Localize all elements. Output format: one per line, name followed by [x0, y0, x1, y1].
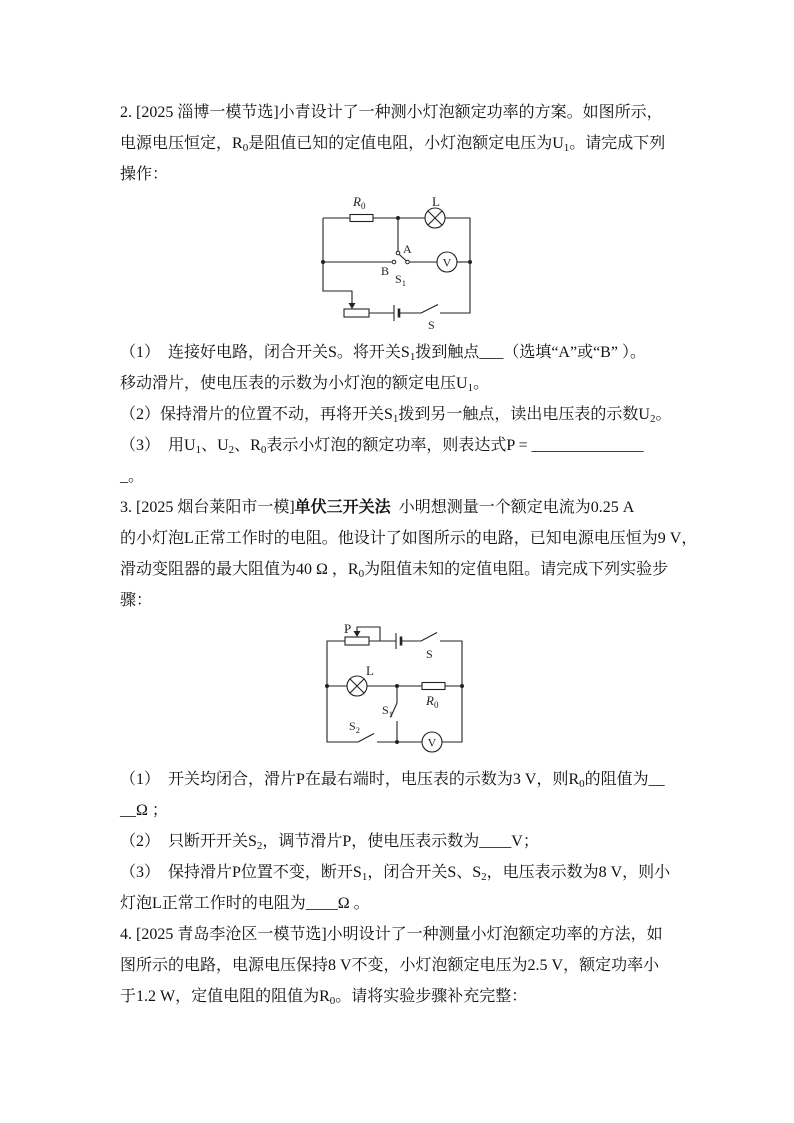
text-run: 、U [201, 437, 229, 454]
subscript: 0 [329, 995, 336, 1007]
subscript: 1 [392, 413, 399, 425]
question-3-stem [0, 492, 794, 616]
text-run: （3） 保持滑片P位置不变，断开S [120, 864, 362, 881]
junction-dot [396, 216, 400, 220]
text-line [0, 919, 794, 950]
text-run: 图所示的电路，电源电压保持8 V不变，小灯泡额定电压为2.5 V，额定功率小 [120, 957, 660, 974]
voltmeter-symbol [437, 252, 457, 272]
text-line [0, 128, 794, 159]
text-run: （1） 开关均闭合，滑片P在最右端时，电压表的示数为3 V，则R [120, 771, 580, 788]
subscript: 1 [361, 871, 368, 883]
circuit-diagram [0, 190, 794, 337]
contact-a-label: A [403, 242, 412, 256]
subscript: 1 [563, 142, 570, 154]
fixed-resistor-symbol [350, 215, 373, 222]
text-line [0, 399, 794, 430]
text-run: 。 [655, 406, 672, 423]
text-run: 。 [473, 375, 490, 392]
voltmeter-symbol [422, 732, 442, 752]
question-2-figure [0, 190, 794, 337]
lamp-symbol [425, 208, 445, 228]
question-2 [0, 97, 794, 492]
text-run: 表示小灯泡的额定功率，则表达式P = ______________ [266, 437, 644, 454]
text-run: （1） 连接好电路，闭合开关S。将开关S [120, 344, 410, 361]
subscript: 2 [481, 871, 487, 883]
text-run: （2） 只断开开关S [120, 833, 257, 850]
battery-symbol [394, 305, 399, 321]
text-run: 拨到触点___（选填“A”或“B” ）。 [415, 344, 646, 361]
text-run: 操作： [120, 166, 169, 183]
text-run: 的阻值为__ [584, 771, 665, 788]
subscript: 1 [409, 351, 416, 363]
junction-dot [325, 684, 329, 688]
voltmeter-label: V [442, 255, 452, 270]
lamp-symbol [347, 676, 367, 696]
text-run: （2）保持滑片的位置不动，再将开关S [120, 406, 393, 423]
text-line [0, 492, 794, 523]
text-run: 。请将实验步骤补充完整： [335, 988, 528, 1005]
text-line [0, 888, 794, 919]
junction-dot [460, 684, 464, 688]
resistor-label: $R_0$ [353, 194, 366, 211]
switch-2-blade [358, 734, 374, 743]
text-line [0, 826, 794, 857]
text-line [0, 461, 794, 492]
text-line [0, 764, 794, 795]
text-run: 为阻值未知的定值电阻。请完成下列实验步 [364, 561, 669, 578]
subscript: 0 [358, 568, 365, 580]
subscript: 0 [260, 444, 267, 456]
subscript: 1 [467, 382, 474, 394]
rheostat-symbol [344, 303, 369, 317]
main-switch-label: S [426, 647, 433, 661]
text-run: ，闭合开关S、S [367, 864, 482, 881]
question-4 [0, 919, 794, 1012]
slider-arrowhead [349, 303, 356, 309]
question-3 [0, 492, 794, 919]
question-2-stem [0, 97, 794, 190]
text-line [0, 554, 794, 585]
voltmeter-label: V [427, 735, 437, 750]
slider-label: P [344, 621, 352, 636]
contact-a-terminal [396, 251, 400, 255]
text-run: 是阻值已知的定值电阻，小灯泡额定电压为U [248, 135, 564, 152]
text-run: 灯泡L正常工作时的电阻为____Ω 。 [120, 895, 370, 912]
slider-arrowhead [354, 631, 361, 637]
text-line [0, 159, 794, 190]
selector-switch-label: $S_1$ [395, 272, 406, 288]
junction-dot [395, 684, 399, 688]
text-line [0, 585, 794, 616]
contact-b-terminal [392, 260, 396, 264]
text-run: 3. [2025 烟台莱阳市一模] [120, 499, 295, 516]
subscript: 1 [195, 444, 202, 456]
junction-dot [321, 260, 325, 264]
question-3-steps [0, 764, 794, 919]
selector-switch-pivot [406, 260, 410, 264]
text-run: 、R [234, 437, 261, 454]
text-line [0, 950, 794, 981]
text-run: _。 [120, 468, 145, 485]
text-run: 移动滑片，使电压表的示数为小灯泡的额定电压U [120, 375, 468, 392]
text-line [0, 368, 794, 399]
text-line [0, 97, 794, 128]
text-line [0, 430, 794, 461]
text-run: 4. [2025 青岛李沧区一模节选]小明设计了一种测量小灯泡额定功率的方法，如 [120, 926, 663, 943]
text-run: 小明想测量一个额定电流为0.25 A [390, 499, 635, 516]
text-line [0, 981, 794, 1012]
subscript: 0 [242, 142, 249, 154]
subscript: 2 [256, 840, 263, 852]
main-switch-blade [421, 633, 437, 642]
question-4-stem [0, 919, 794, 1012]
contact-b-label: B [381, 264, 390, 278]
wire [440, 641, 462, 742]
text-run: __Ω ； [120, 802, 168, 819]
main-switch-blade [421, 305, 438, 314]
document-body [0, 97, 794, 1012]
text-line [0, 337, 794, 368]
text-run: 电源电压恒定，R [120, 135, 243, 152]
circuit-diagram [0, 616, 794, 764]
switch-2-label: $S_2$ [349, 719, 360, 735]
text-run: 2. [2025 淄博一模节选]小青设计了一种测小灯泡额定功率的方案。如图所示， [120, 104, 663, 121]
text-run: ，电压表示数为8 V，则小 [486, 864, 671, 881]
text-run: 的小灯泡L正常工作时的电阻。他设计了如图所示的电路，已知电源电压恒为9 V， [120, 530, 698, 547]
junction-dot [468, 260, 472, 264]
battery-symbol [396, 633, 401, 649]
junction-dot [395, 740, 399, 744]
text-run: 骤： [120, 592, 153, 609]
question-3-figure [0, 616, 794, 764]
subscript: 2 [649, 413, 656, 425]
bold-text: 单伏三开关法 [294, 499, 391, 516]
text-run: （3） 用U [120, 437, 196, 454]
text-run: 。请完成下列 [569, 135, 666, 152]
question-2-steps [0, 337, 794, 492]
subscript: 0 [579, 778, 585, 790]
text-run: ，调节滑片P，使电压表示数为____V； [262, 833, 539, 850]
resistor-label: $R_0$ [426, 693, 439, 710]
main-switch-label: S [428, 318, 435, 332]
text-line [0, 857, 794, 888]
fixed-resistor-symbol [422, 683, 445, 690]
wire [323, 218, 352, 303]
text-line [0, 795, 794, 826]
subscript: 2 [228, 444, 235, 456]
text-line [0, 523, 794, 554]
text-run: 滑动变阻器的最大阻值为40 Ω ，R [120, 561, 359, 578]
text-run: 拨到另一触点，读出电压表的示数U [398, 406, 650, 423]
lamp-label: L [366, 663, 374, 678]
lamp-label: L [432, 194, 440, 209]
switch-1-label: $S_1$ [382, 703, 393, 719]
text-run: 于1.2 W，定值电阻的阻值为R [120, 988, 330, 1005]
